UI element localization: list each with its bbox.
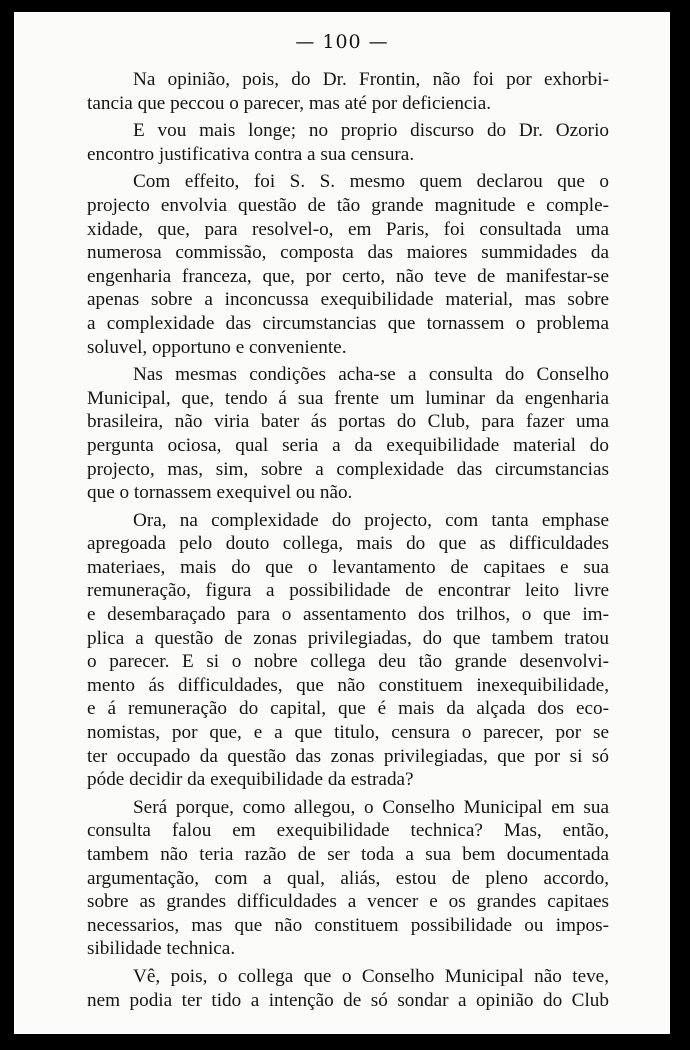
text-line: sibilidade technica. <box>87 938 236 960</box>
text-line: plica a questão de zonas privilegiadas, do que tambem tratou <box>87 627 609 649</box>
text-line: que o tornassem exequivel ou não. <box>87 482 353 504</box>
page-number: — 100 — <box>295 31 389 53</box>
paragraph <box>87 363 609 505</box>
text-line: apenas sobre a inconcussa exequibilidade material, mas sobre <box>87 289 609 311</box>
text-line: soluvel, opportuno e conveniente. <box>87 336 347 358</box>
text-line: Será porque, como allegou, o Conselho Municipal em sua <box>133 796 609 818</box>
paragraph <box>87 965 609 1012</box>
text-line: materiaes, mais do que o levantamento de capitaes e sua <box>87 556 609 578</box>
paragraph <box>87 68 609 115</box>
text-line: tambem não teria razão de ser toda a sua bem documentada <box>87 844 609 865</box>
text-line: nem podia ter tido a intenção de só sondar a opinião do Club <box>87 989 609 1011</box>
text-line: o parecer. E si o nobre collega deu tão grande desenvolvi- <box>87 651 609 673</box>
text-line: Ora, na complexidade do projecto, com tanta emphase <box>133 509 609 531</box>
text-line: xidade, que, para resolvel-o, em Paris, foi consultada uma <box>87 218 609 240</box>
text-line: argumentação, com a qual, aliás, estou de pleno accordo, <box>87 867 609 889</box>
paragraph <box>87 796 609 961</box>
text-line: E vou mais longe; no proprio discurso do Dr. Ozorio <box>133 120 609 142</box>
text-line: Com effeito, foi S. S. mesmo quem declarou que o <box>133 171 609 193</box>
text-line: consulta falou em exequibilidade technica? Mas, então, <box>87 820 609 842</box>
paragraph <box>87 509 609 792</box>
text-line: pergunta ociosa, qual seria a da exequibilidade material do <box>87 434 609 456</box>
text-line: numerosa commissão, composta das maiores summidades da <box>87 242 609 264</box>
text-line: encontro justificativa contra a sua censura. <box>87 143 415 165</box>
text-line: engenharia franceza, que, por certo, não teve de manifestar-se <box>87 265 609 287</box>
text-line: brasileira, não viria bater ás portas do Club, para fazer uma <box>87 411 609 433</box>
text-line: mento ás difficuldades, que não constituem inexequibilidade, <box>87 674 609 696</box>
text-line: apregoada pelo douto collega, mais do que as difficuldades <box>87 533 609 555</box>
text-line: ter occupado da questão das zonas privilegiadas, que por si só <box>87 745 609 767</box>
text-line: tancia que peccou o parecer, mas até por deficiencia. <box>87 92 492 114</box>
book-page <box>14 12 670 1034</box>
text-line: e á remuneração do capital, que é mais da alçada dos eco- <box>87 698 609 720</box>
text-line: Vê, pois, o collega que o Conselho Municipal não teve, <box>133 965 609 987</box>
text-line: Nas mesmas condições acha-se a consulta do Conselho <box>133 364 609 386</box>
paragraph <box>87 119 609 166</box>
text-line: a complexidade das circumstancias que tornassem o problema <box>87 312 609 334</box>
text-line: projecto, mas, sim, sobre a complexidade das circumstancias <box>87 458 609 480</box>
text-line: póde decidir da exequibilidade da estrada? <box>87 769 414 791</box>
text-line: nomistas, por que, e a que titulo, censura o parecer, por se <box>87 722 609 744</box>
text-line: remuneração, figura a possibilidade de encontrar leito livre <box>87 580 609 602</box>
text-line: Na opinião, pois, do Dr. Frontin, não foi por exhorbi- <box>133 69 609 90</box>
text-line: e desembaraçado para o assentamento dos trilhos, o que im- <box>87 604 609 626</box>
body-text <box>87 68 609 1012</box>
paragraph <box>87 170 609 359</box>
text-line: Municipal, que, tendo á sua frente um luminar da engenharia <box>87 387 609 409</box>
text-line: necessarios, mas que não constituem possibilidade ou impos- <box>87 914 609 936</box>
text-line: projecto envolvia questão de tão grande magnitude e comple- <box>87 194 609 216</box>
text-line: sobre as grandes difficuldades a vencer e os grandes capitaes <box>87 891 609 913</box>
